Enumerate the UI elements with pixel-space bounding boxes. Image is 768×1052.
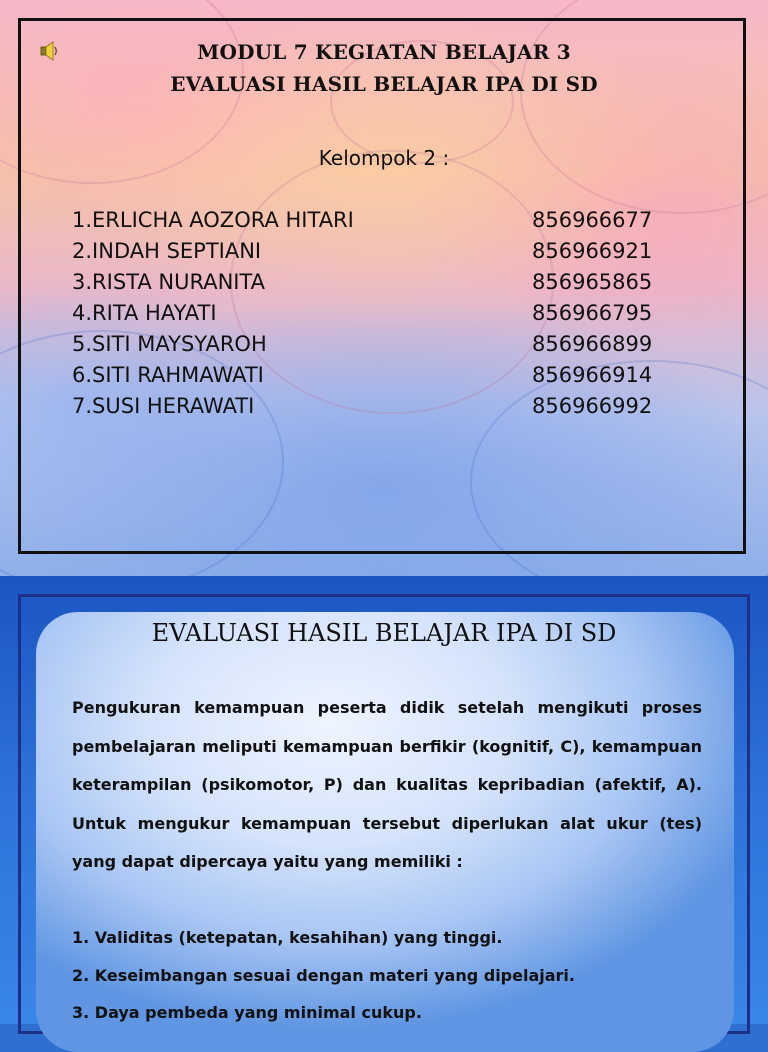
slide-1-title-line-2: EVALUASI HASIL BELAJAR IPA DI SD [170,72,598,96]
member-name: 1.ERLICHA AOZORA HITARI [72,208,354,232]
member-nim: 856966921 [532,239,653,263]
member-name: 6.SITI RAHMAWATI [72,363,264,387]
member-row [72,360,672,391]
member-row [72,391,672,422]
member-nim: 856965865 [532,270,653,294]
member-row [72,236,672,267]
slide-1-title-line-1: MODUL 7 KEGIATAN BELAJAR 3 [197,40,571,64]
member-row [72,298,672,329]
member-row [72,329,672,360]
slide-2-paragraph: Pengukuran kemampuan peserta didik setelah mengikuti proses pembelajaran meliputi kemampuan berfikir (kognitif, C), kemampuan keterampilan (psikomotor, P) dan kualitas kepribadian (afektif, A). Untuk mengukur kemampuan tersebut diperlukan alat ukur (tes) yang dapat dipercaya yaitu yang memiliki : [72,698,702,871]
group-label: Kelompok 2 : [318,146,450,170]
member-nim: 856966899 [532,332,653,356]
slide-2 [0,576,768,1024]
member-row [72,205,672,236]
member-nim: 856966992 [532,394,653,418]
member-name: 5.SITI MAYSYAROH [72,332,267,356]
list-item: 1. Validitas (ketepatan, kesahihan) yang tinggi. [72,928,503,947]
member-name: 4.RITA HAYATI [72,301,217,325]
list-item: 3. Daya pembeda yang minimal cukup. [72,1003,422,1022]
member-name: 3.RISTA NURANITA [72,270,266,294]
member-nim: 856966914 [532,363,653,387]
criteria-list [72,919,712,1032]
member-nim: 856966795 [532,301,653,325]
member-nim: 856966677 [532,208,653,232]
member-list [72,205,672,422]
member-name: 2.INDAH SEPTIANI [72,239,262,263]
member-row [72,267,672,298]
slide-2-title: EVALUASI HASIL BELAJAR IPA DI SD [151,619,617,647]
member-name: 7.SUSI HERAWATI [72,394,255,418]
list-item: 2. Keseimbangan sesuai dengan materi yang dipelajari. [72,965,575,985]
